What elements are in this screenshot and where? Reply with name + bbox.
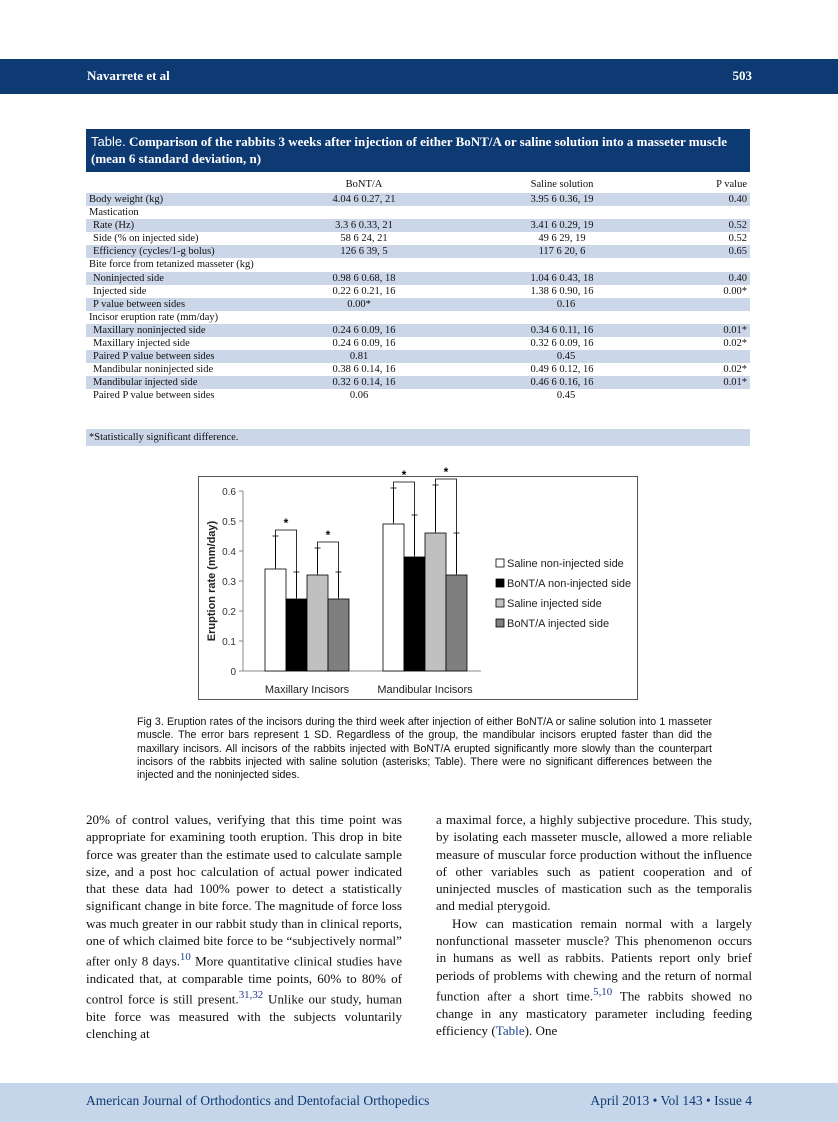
table-header-row — [86, 177, 750, 193]
row-label: Mandibular noninjected side — [93, 364, 214, 376]
cell-saline: 0.45 — [556, 390, 576, 402]
significance-marker: * — [443, 465, 449, 479]
table-footnote: *Statistically significant difference. — [86, 429, 750, 446]
running-header — [0, 59, 838, 94]
y-tick-label: 0.5 — [222, 517, 236, 528]
table-title-text: Comparison of the rabbits 3 weeks after injection of either BoNT/A or saline solution into a masseter muscle (mean 6 standard deviation, n) — [91, 134, 728, 166]
table-row — [86, 324, 750, 337]
cell-saline: 49 6 29, 19 — [538, 233, 586, 245]
col-header-saline: Saline solution — [530, 179, 594, 190]
bar — [404, 557, 425, 671]
bar — [383, 524, 404, 671]
cell-saline: 0.32 6 0.09, 16 — [530, 338, 594, 350]
table-row — [86, 245, 750, 258]
table-row — [86, 363, 750, 376]
row-label: Mastication — [89, 207, 139, 219]
paragraph — [436, 915, 752, 1039]
table-row — [86, 285, 750, 298]
significance-marker: * — [325, 528, 331, 542]
bar — [328, 599, 349, 671]
eruption-rate-chart — [198, 465, 638, 700]
citation-link[interactable]: 5,10 — [593, 985, 613, 998]
bar — [286, 599, 307, 671]
bar — [265, 569, 286, 671]
body-column-left — [86, 811, 402, 1043]
cell-bont: 0.38 6 0.14, 16 — [332, 364, 396, 376]
bar — [446, 575, 467, 671]
row-label: Mandibular injected side — [93, 377, 198, 389]
chart-svg — [199, 465, 639, 701]
col-header-bont: BoNT/A — [345, 179, 383, 190]
cell-saline: 0.45 — [556, 351, 576, 363]
running-author: Navarrete et al — [87, 68, 170, 83]
x-category-label: Mandibular Incisors — [377, 684, 473, 696]
cell-bont: 4.04 6 0.27, 21 — [332, 194, 396, 205]
cell-bont: 0.24 6 0.09, 16 — [332, 324, 396, 336]
cell-saline: 1.38 6 0.90, 16 — [530, 285, 594, 297]
legend-label: BoNT/A non-injected side — [507, 578, 632, 590]
cell-bont: 0.24 6 0.09, 16 — [332, 338, 396, 350]
text-run: How can mastication remain normal with a largely nonfunctional masseter muscle? This phenomenon occurs in humans as well as rabbits. Patients report only brief periods of problems with chewing and the return of normal function after a short time. — [436, 915, 752, 1004]
issue-info: April 2013 • Vol 143 • Issue 4 — [590, 1093, 752, 1108]
cell-pvalue: 0.52 — [728, 220, 747, 232]
cell-saline: 117 6 20, 6 — [538, 246, 586, 258]
cell-saline: 0.16 — [556, 298, 576, 310]
table-row — [86, 337, 750, 350]
significance-marker: * — [283, 516, 289, 530]
cell-bont: 126 6 39, 5 — [340, 246, 388, 258]
cell-bont: 0.22 6 0.21, 16 — [332, 285, 396, 297]
row-label: Incisor eruption rate (mm/day) — [89, 311, 219, 323]
col-header-pvalue: P value — [716, 179, 747, 190]
paragraph: a maximal force, a highly subjective procedure. This study, by isolating each masseter muscle, allowed a more reliable measure of muscular force production without the influence of other variables such as patient cooperation and of uninjected muscles of mastication such as the temporalis and medial pterygoid. — [436, 812, 752, 914]
legend-swatch — [496, 619, 504, 627]
cell-pvalue: 0.02* — [723, 364, 747, 376]
cell-bont: 0.81 — [349, 351, 369, 363]
y-tick-label: 0.3 — [222, 577, 236, 588]
caption-text: Eruption rates of the incisors during the third week after injection of either BoNT/A or saline solution into 1 masseter muscle. The error bars represent 1 SD. Regardless of the group, the mandibular incisors erupted faster than did the maxillary incisors. All incisors of the rabbits injected with BoNT/A erupted significantly more slowly than the counterpart incisors of the rabbits injected with saline solution (asterisks; Table). There were no significant differences between the injected and the noninjected sides. — [137, 716, 712, 782]
cell-bont: 3.3 6 0.33, 21 — [335, 220, 393, 232]
table-row — [86, 206, 750, 219]
row-label: Maxillary noninjected side — [93, 324, 206, 336]
row-label: Efficiency (cycles/1-g bolus) — [93, 246, 215, 258]
legend-label: Saline non-injected side — [507, 558, 624, 570]
cell-pvalue: 0.01* — [723, 377, 747, 389]
paragraph — [86, 811, 402, 1043]
citation-link[interactable]: 10 — [179, 951, 191, 964]
table-row — [86, 232, 750, 245]
legend-swatch — [496, 579, 504, 587]
table-row — [86, 389, 750, 402]
table-row — [86, 219, 750, 232]
cell-saline: 0.49 6 0.12, 16 — [530, 364, 594, 376]
cell-saline: 0.34 6 0.11, 16 — [530, 324, 594, 336]
legend-label: BoNT/A injected side — [507, 618, 610, 630]
table-row — [86, 272, 750, 285]
table-row — [86, 311, 750, 324]
cell-bont: 0.32 6 0.14, 16 — [332, 377, 396, 389]
row-label: Paired P value between sides — [93, 390, 215, 402]
citation-link[interactable]: 31,32 — [238, 989, 264, 1002]
table-link[interactable]: Table — [495, 1022, 525, 1038]
row-label: Rate (Hz) — [93, 220, 135, 232]
bar — [307, 575, 328, 671]
cell-saline: 3.41 6 0.29, 19 — [530, 220, 594, 232]
legend-swatch — [496, 599, 504, 607]
cell-pvalue: 0.40 — [728, 194, 747, 205]
cell-bont: 0.98 6 0.68, 18 — [332, 272, 396, 284]
body-column-right — [436, 811, 752, 1039]
row-label: Body weight (kg) — [89, 194, 164, 205]
text-run: 20% of control values, verifying that this time point was appropriate for examining tooth eruption. This drop in bite force was greater than the estimate used to calculate sample size, and a post hoc calculation of actual power indicated that these data had 100% power to detect a statistically significant change in bite force. The magnitude of force loss was much greater in our rabbit study than in clinical reports, one of which claimed bite force to be “subjectively normal” after only 8 days. — [86, 812, 402, 969]
caption-label: Fig 3. — [137, 716, 164, 728]
table-title — [86, 129, 750, 172]
page-number: 503 — [732, 68, 752, 83]
bar — [425, 533, 446, 671]
legend-swatch — [496, 559, 504, 567]
y-tick-label: 0.4 — [222, 547, 236, 558]
figure-caption — [137, 716, 712, 782]
table-row — [86, 193, 750, 206]
table-row — [86, 350, 750, 363]
row-label: Noninjected side — [93, 272, 164, 284]
significance-marker: * — [401, 468, 407, 482]
row-label: P value between sides — [93, 298, 186, 310]
text-run: More quantitative clinical studies have indicated that, at comparable time points, 60% to 80% of control force is still present. — [86, 953, 403, 1007]
journal-name: American Journal of Orthodontics and Dentofacial Orthopedics — [86, 1093, 430, 1108]
cell-bont: 58 6 24, 21 — [340, 233, 388, 245]
y-tick-label: 0.1 — [222, 637, 236, 648]
y-tick-label: 0 — [230, 667, 236, 678]
cell-bont: 0.06 — [349, 390, 369, 402]
row-label: Paired P value between sides — [93, 351, 215, 363]
cell-pvalue: 0.00* — [723, 285, 747, 297]
cell-pvalue: 0.01* — [723, 324, 747, 336]
y-tick-label: 0.6 — [222, 487, 236, 498]
running-footer — [0, 1083, 838, 1122]
cell-saline: 1.04 6 0.43, 18 — [530, 272, 594, 284]
row-label: Bite force from tetanized masseter (kg) — [89, 259, 254, 271]
table-row — [86, 258, 750, 271]
text-run: ). One — [524, 1022, 558, 1038]
cell-pvalue: 0.02* — [723, 338, 747, 350]
y-axis-label: Eruption rate (mm/day) — [206, 520, 218, 642]
text-run: The rabbits showed no change in any masticatory parameter including feeding efficiency ( — [436, 988, 752, 1038]
cell-saline: 3.95 6 0.36, 19 — [530, 194, 594, 205]
cell-pvalue: 0.52 — [728, 233, 747, 245]
row-label: Injected side — [93, 285, 147, 297]
cell-bont: 0.00* — [347, 298, 371, 310]
legend-label: Saline injected side — [507, 598, 602, 610]
x-category-label: Maxillary Incisors — [264, 684, 350, 696]
data-table — [86, 177, 750, 403]
row-label: Maxillary injected side — [93, 338, 190, 350]
y-tick-label: 0.2 — [222, 607, 236, 618]
text-run: Unlike our study, human bite force was measured with the subjects voluntarily clenching at — [86, 991, 402, 1042]
cell-saline: 0.46 6 0.16, 16 — [530, 377, 594, 389]
row-label: Side (% on injected side) — [93, 233, 199, 245]
cell-pvalue: 0.40 — [728, 272, 747, 284]
cell-pvalue: 0.65 — [728, 246, 747, 258]
table-row — [86, 376, 750, 389]
table-label: Table. — [91, 134, 126, 149]
table-row — [86, 298, 750, 311]
